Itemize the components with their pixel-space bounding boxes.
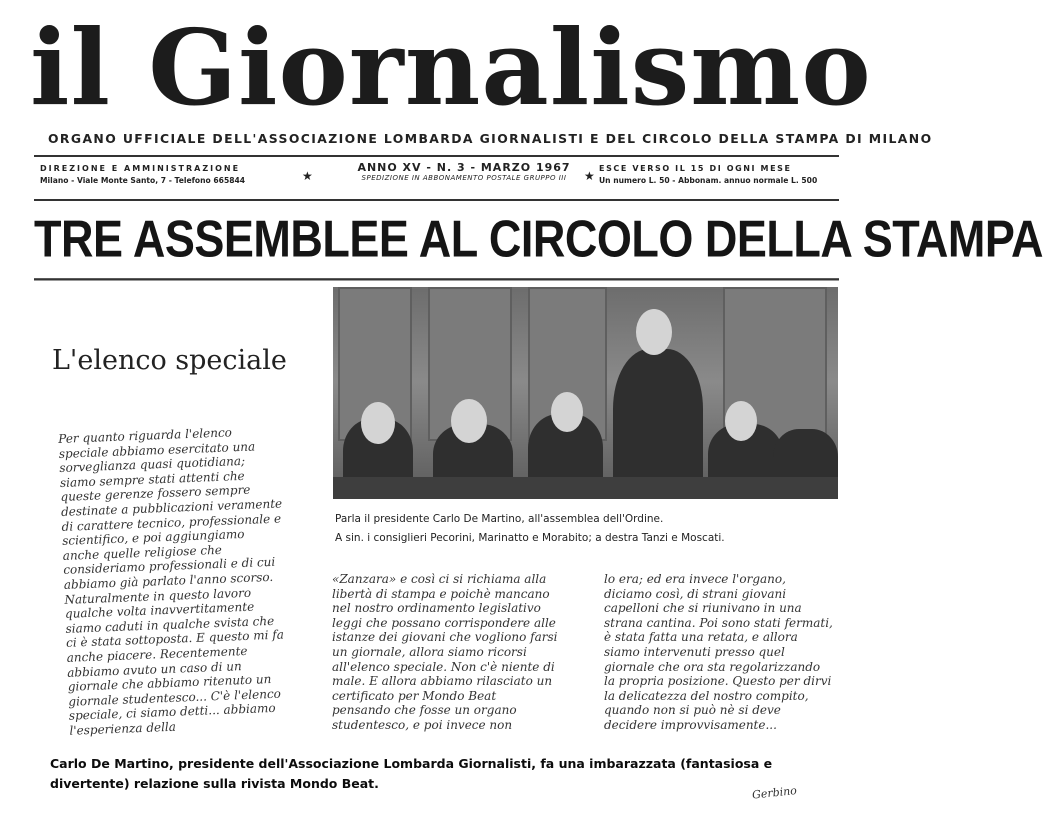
photo-caption-line1: Parla il presidente Carlo De Martino, all'assemblea dell'Ordine. xyxy=(335,513,664,525)
headline: TRE ASSEMBLEE AL CIRCOLO DELLA STAMPA xyxy=(34,200,839,281)
masthead-title: il Giornalismo xyxy=(30,6,872,129)
article-column-3: lo era; ed era invece l'organo, diciamo così, di strani giovani capelloni che si riunivano in una strana cantina. Poi sono stati fermati, è stata fatta una retata, e allora siamo intervenuti presso quel giornale che ora sta regolarizzando la propria posizione. Questo per dirvi la delicatezza del nostro compito, quando non si può nè si deve decidere improvvisamente... xyxy=(604,572,833,732)
info-address xyxy=(40,163,298,187)
info-bar xyxy=(34,155,839,201)
article-column-1: Per quanto riguarda l'elenco speciale abbiamo esercitato una sorveglianza quasi quotidiana; siamo sempre stati attenti che queste gerenze fossero sempre destinate a pubblicazioni veramente di carattere tecnico, professionale e scientifico, e poi aggiungiamo anche quelle religiose che consideriamo professionali e di cui abbiamo già parlato l'anno scorso. Naturalmente in questo lavoro qualche volta inavvertitamente siamo caduti in qualche svista che ci è stata sottoposta. E questo mi fa anche piacere. Recentemente abbiamo avuto un caso di un giornale che abbiamo ritenuto un giornale studentesco... C'è l'elenco speciale, ci siamo detti... abbiamo l'esperienza della xyxy=(58,425,285,738)
info-issue-line1: ANNO XV - N. 3 - MARZO 1967 xyxy=(357,161,571,174)
photo-caption xyxy=(335,510,835,548)
photo-head xyxy=(636,309,672,355)
photo-head xyxy=(725,401,757,441)
info-left-line1: DIREZIONE E AMMINISTRAZIONE xyxy=(40,164,241,173)
star-icon: ★ xyxy=(584,169,595,183)
photo-head xyxy=(551,392,583,432)
article-title: L'elenco speciale xyxy=(52,345,287,376)
photo-table xyxy=(333,477,838,499)
info-left-line2: Milano - Viale Monte Santo, 7 - Telefono 665844 xyxy=(40,176,246,185)
info-right-line1: ESCE VERSO IL 15 DI OGNI MESE xyxy=(599,164,792,173)
signature: Gerbino xyxy=(751,784,798,802)
info-subscription xyxy=(599,163,837,187)
info-issue xyxy=(314,161,614,182)
photo-caption-line2: A sin. i consiglieri Pecorini, Marinatto e Morabito; a destra Tanzi e Moscati. xyxy=(335,532,725,544)
star-icon: ★ xyxy=(302,169,313,183)
photo-head xyxy=(361,402,395,444)
article-column-2: «Zanzara» e così ci si richiama alla libertà di stampa e poichè mancano nel nostro ordinamento legislativo leggi che possano corrispondere alle istanze dei giovani che vogliono farsi un giornale, allora siamo ricorsi all'elenco speciale. Non c'è niente di male. E allora abbiamo rilasciato un certificato per Mondo Beat pensando che fosse un organo studentesco, e poi invece non xyxy=(332,572,558,732)
footer-caption: Carlo De Martino, presidente dell'Associazione Lombarda Giornalisti, fa una imbarazzata (fantasiosa e divertente) relazione sulla rivista Mondo Beat. xyxy=(50,756,773,791)
info-issue-line2: SPEDIZIONE IN ABBONAMENTO POSTALE GRUPPO III xyxy=(361,174,567,182)
info-right-line2: Un numero L. 50 - Abbonam. annuo normale L. 500 xyxy=(599,176,818,185)
assembly-photo xyxy=(333,287,838,499)
masthead-subtitle: ORGANO UFFICIALE DELL'ASSOCIAZIONE LOMBARDA GIORNALISTI E DEL CIRCOLO DELLA STAMPA DI MILANO xyxy=(48,131,933,146)
photo-head xyxy=(451,399,487,443)
